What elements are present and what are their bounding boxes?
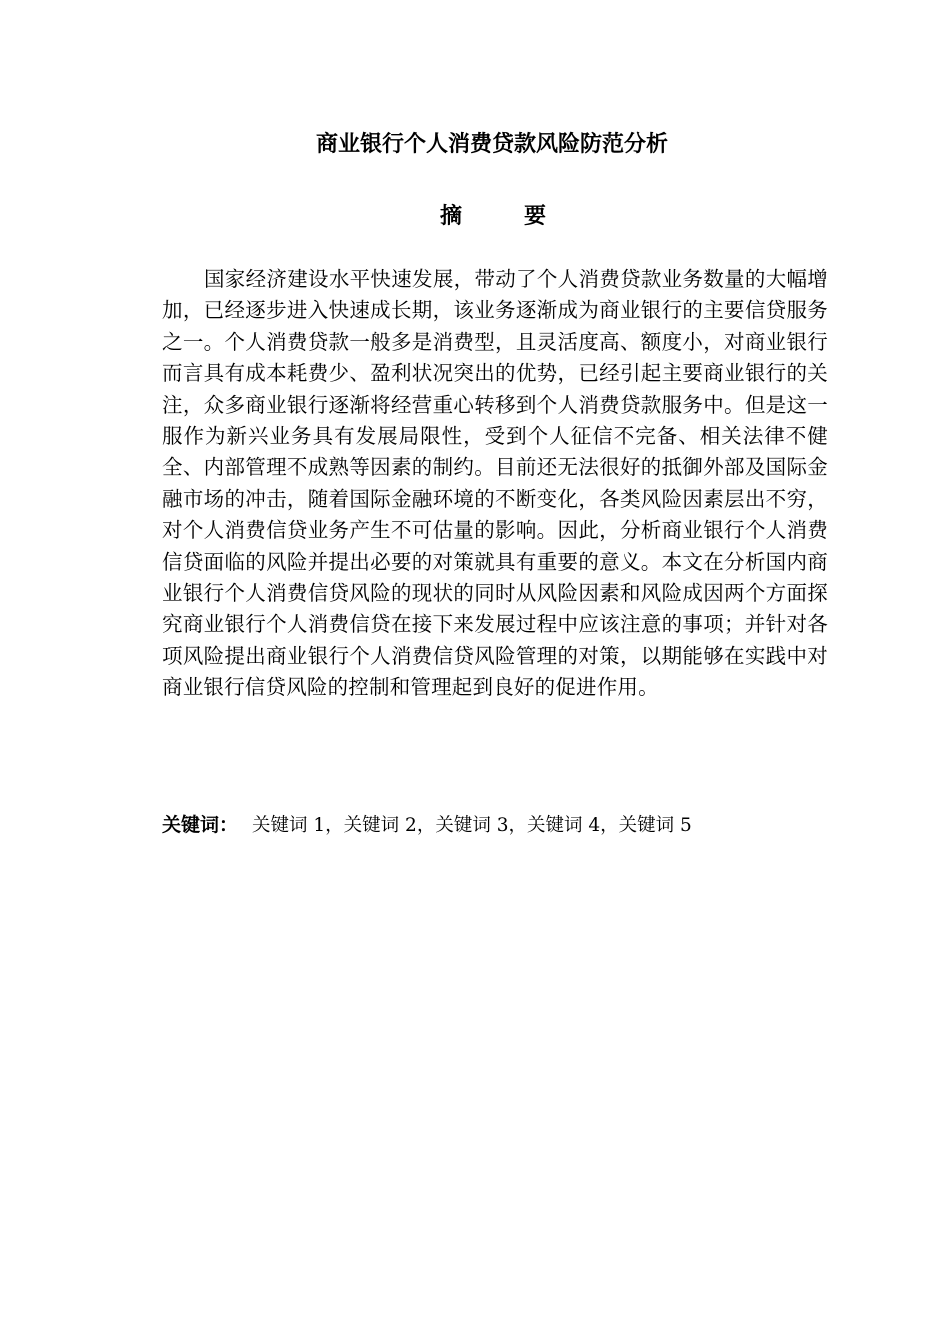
document-title: 商业银行个人消费贷款风险防范分析: [315, 132, 668, 157]
abstract-heading-char-1: 摘: [439, 204, 462, 229]
keywords-label: 关键词：: [162, 814, 239, 836]
abstract-paragraph: 国家经济建设水平快速发展，带动了个人消费贷款业务数量的大幅增加，已经逐步进入快速成长期，该业务逐渐成为商业银行的主要信贷服务之一。个人消费贷款一般多是消费型，且灵活度高、额度小，对商业银行而言具有成本耗费少、盈利状况突出的优势，已经引起主要商业银行的关注，众多商业银行逐渐将经营重心转移到个人消费贷款服务中。但是这一服作为新兴业务具有发展局限性，受到个人征信不完备、相关法律不健全、内部管理不成熟等因素的制约。目前还无法很好的抵御外部及国际金融市场的冲击，随着国际金融环境的不断变化，各类风险因素层出不穷，对个人消费信贷业务产生不可估量的影响。因此，分析商业银行个人消费信贷面临的风险并提出必要的对策就具有重要的意义。本文在分析国内商业银行个人消费信贷风险的现状的同时从风险因素和风险成因两个方面探究商业银行个人消费信贷在接下来发展过程中应该注意的事项；并针对各项风险提出商业银行个人消费信贷风险管理的对策，以期能够在实践中对商业银行信贷风险的控制和管理起到良好的促进作用。: [162, 267, 828, 700]
abstract-heading: [0, 200, 950, 234]
keywords-value: 关键词 1，关键词 2，关键词 3，关键词 4，关键词 5: [252, 815, 692, 836]
abstract-heading-char-2: 要: [524, 204, 547, 229]
keywords-line: [162, 810, 828, 841]
